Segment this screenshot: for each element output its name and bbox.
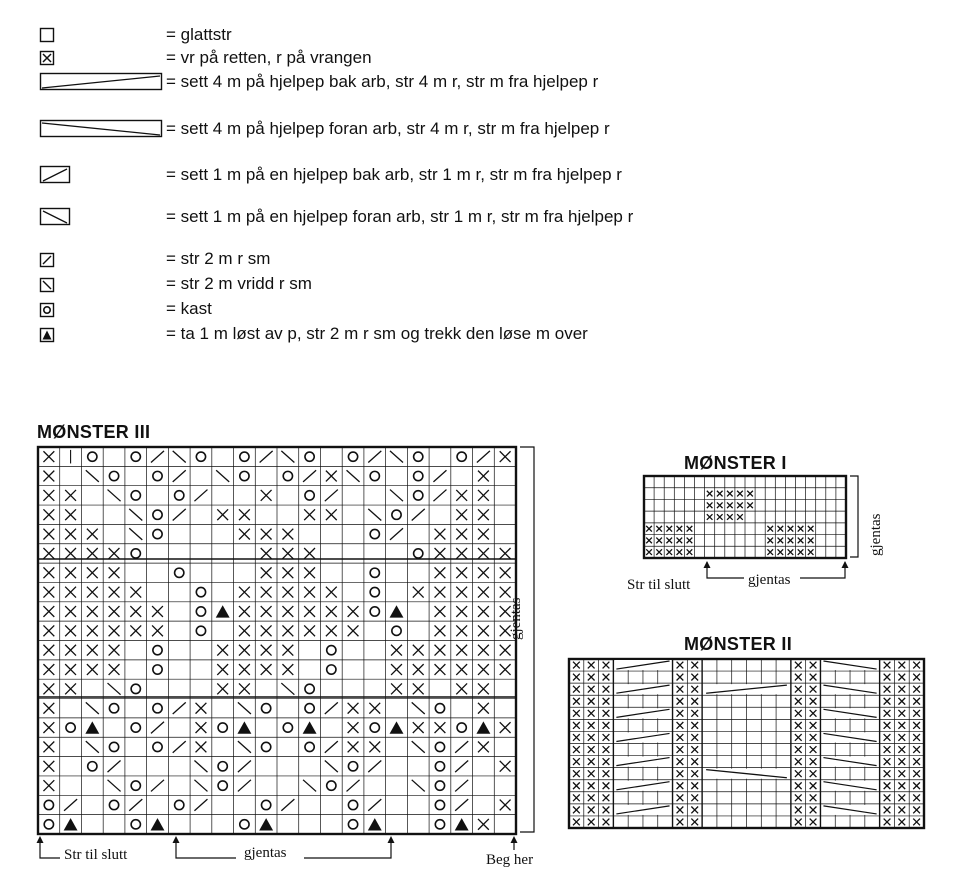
purl-stitch-mark [588,710,595,717]
purl-stitch-mark [898,794,905,801]
purl-stitch-mark [898,782,905,789]
purl-stitch-mark [691,686,698,693]
purl-stitch-mark [884,710,891,717]
purl-stitch-mark [884,734,891,741]
purl-stitch-mark [795,746,802,753]
purl-stitch-mark [691,794,698,801]
purl-stitch-mark [884,794,891,801]
purl-stitch-mark [884,662,891,669]
purl-stitch-mark [795,734,802,741]
purl-stitch-mark [588,698,595,705]
purl-stitch-mark [588,722,595,729]
purl-stitch-mark [795,782,802,789]
purl-stitch-mark [913,782,920,789]
purl-stitch-mark [603,794,610,801]
purl-stitch-mark [677,722,684,729]
purl-stitch-mark [795,770,802,777]
purl-stitch-mark [603,782,610,789]
purl-stitch-mark [691,807,698,814]
purl-stitch-mark [677,770,684,777]
purl-stitch-mark [603,770,610,777]
purl-stitch-mark [884,758,891,765]
purl-stitch-mark [603,710,610,717]
purl-stitch-mark [913,686,920,693]
legend-text: = glattstr [166,25,232,44]
purl-stitch-mark [810,698,817,705]
monster1-title: MØNSTER I [684,453,787,473]
purl-stitch-mark [603,698,610,705]
purl-stitch-mark [677,686,684,693]
purl-stitch-mark [691,770,698,777]
monster1-repeat-label: gjentas [748,572,791,588]
purl-stitch-mark [603,807,610,814]
purl-stitch-mark [588,746,595,753]
purl-stitch-mark [913,758,920,765]
monster3-begin-label: Beg her [486,852,534,868]
purl-stitch-mark [795,698,802,705]
legend-text: = sett 1 m på en hjelpep foran arb, str 1 m r, str m fra hjelpep r [166,207,634,226]
purl-stitch-mark [810,770,817,777]
purl-stitch-mark [898,770,905,777]
purl-stitch-mark [795,662,802,669]
purl-stitch-mark [884,722,891,729]
purl-stitch-mark [573,746,580,753]
purl-stitch-mark [677,807,684,814]
purl-stitch-mark [884,782,891,789]
purl-stitch-mark [913,698,920,705]
purl-stitch-mark [810,758,817,765]
purl-stitch-mark [573,710,580,717]
purl-stitch-mark [588,662,595,669]
purl-stitch-mark [810,722,817,729]
purl-stitch-mark [677,734,684,741]
purl-stitch-mark [691,662,698,669]
monster3-repeat-label: gjentas [244,845,287,861]
purl-stitch-mark [898,746,905,753]
purl-stitch-mark [795,722,802,729]
purl-stitch-mark [884,807,891,814]
purl-stitch-mark [573,734,580,741]
purl-stitch-mark [588,819,595,826]
purl-stitch-mark [588,734,595,741]
purl-stitch-mark [573,758,580,765]
purl-stitch-mark [603,722,610,729]
purl-stitch-mark [573,807,580,814]
purl-stitch-mark [913,819,920,826]
monster3-side-label: gjentas [508,597,524,640]
legend-text: = str 2 m vridd r sm [166,274,312,293]
purl-stitch-mark [898,734,905,741]
monster3-start-label: Str til slutt [64,847,128,863]
purl-stitch-mark [913,710,920,717]
purl-stitch-mark [898,819,905,826]
purl-stitch-mark [588,782,595,789]
purl-stitch-mark [913,722,920,729]
purl-stitch-mark [884,819,891,826]
purl-stitch-mark [603,758,610,765]
purl-stitch-mark [884,674,891,681]
purl-stitch-mark [795,710,802,717]
purl-stitch-mark [810,807,817,814]
purl-stitch-mark [913,746,920,753]
purl-stitch-mark [810,782,817,789]
purl-stitch-mark [588,758,595,765]
purl-stitch-mark [573,770,580,777]
purl-stitch-mark [603,674,610,681]
purl-stitch-mark [691,734,698,741]
legend-text: = sett 1 m på en hjelpep bak arb, str 1 m r, str m fra hjelpep r [166,165,622,184]
purl-stitch-mark [810,819,817,826]
purl-stitch-mark [691,674,698,681]
purl-stitch-mark [691,819,698,826]
purl-stitch-mark [573,662,580,669]
legend-text: = ta 1 m løst av p, str 2 m r sm og trekk den løse m over [166,324,588,343]
purl-stitch-mark [677,710,684,717]
purl-stitch-mark [810,794,817,801]
legend-text: = vr på retten, r på vrangen [166,48,372,67]
purl-stitch-mark [884,746,891,753]
purl-stitch-mark [677,674,684,681]
purl-stitch-mark [573,698,580,705]
legend-text: = str 2 m r sm [166,249,271,268]
purl-stitch-mark [810,674,817,681]
purl-stitch-mark [913,734,920,741]
purl-stitch-mark [588,674,595,681]
purl-stitch-mark [810,746,817,753]
purl-stitch-mark [588,770,595,777]
purl-stitch-mark [603,686,610,693]
purl-stitch-mark [810,662,817,669]
purl-stitch-mark [573,782,580,789]
purl-stitch-mark [588,807,595,814]
purl-stitch-mark [810,734,817,741]
purl-stitch-mark [691,710,698,717]
purl-stitch-mark [691,722,698,729]
purl-stitch-mark [603,746,610,753]
purl-stitch-mark [795,674,802,681]
purl-stitch-mark [898,710,905,717]
monster2-title: MØNSTER II [684,634,793,654]
purl-stitch-mark [603,662,610,669]
purl-stitch-mark [573,794,580,801]
purl-stitch-mark [898,662,905,669]
purl-stitch-mark [810,686,817,693]
purl-stitch-mark [573,722,580,729]
purl-stitch-mark [691,758,698,765]
purl-stitch-mark [573,674,580,681]
purl-stitch-mark [795,819,802,826]
purl-stitch-mark [603,734,610,741]
purl-stitch-mark [691,698,698,705]
purl-stitch-mark [913,807,920,814]
purl-stitch-mark [677,662,684,669]
purl-stitch-mark [588,794,595,801]
purl-stitch-mark [913,674,920,681]
purl-stitch-mark [898,758,905,765]
purl-stitch-mark [898,722,905,729]
purl-stitch-mark [898,674,905,681]
purl-stitch-mark [898,686,905,693]
monster1-start-label: Str til slutt [627,577,691,593]
purl-stitch-mark [913,794,920,801]
purl-stitch-mark [795,758,802,765]
legend-text: = kast [166,299,212,318]
purl-stitch-mark [677,698,684,705]
purl-stitch-mark [898,698,905,705]
purl-stitch-mark [691,782,698,789]
purl-stitch-mark [810,710,817,717]
purl-stitch-mark [573,819,580,826]
purl-stitch-mark [677,782,684,789]
purl-stitch-mark [677,819,684,826]
legend-text: = sett 4 m på hjelpep foran arb, str 4 m r, str m fra hjelpep r [166,119,610,138]
purl-stitch-mark [795,807,802,814]
purl-stitch-mark [677,746,684,753]
purl-stitch-mark [795,686,802,693]
purl-stitch-mark [573,686,580,693]
purl-stitch-mark [677,794,684,801]
legend-text: = sett 4 m på hjelpep bak arb, str 4 m r, str m fra hjelpep r [166,72,599,91]
purl-stitch-mark [677,758,684,765]
purl-stitch-mark [884,770,891,777]
purl-stitch-mark [884,686,891,693]
purl-stitch-mark [691,746,698,753]
purl-stitch-mark [913,770,920,777]
purl-stitch-mark [884,698,891,705]
purl-stitch-mark [795,794,802,801]
monster3-title: MØNSTER III [37,422,151,442]
purl-stitch-mark [603,819,610,826]
purl-stitch-mark [913,662,920,669]
purl-stitch-mark [898,807,905,814]
purl-stitch-mark [588,686,595,693]
monster1-side-label: gjentas [868,513,884,556]
